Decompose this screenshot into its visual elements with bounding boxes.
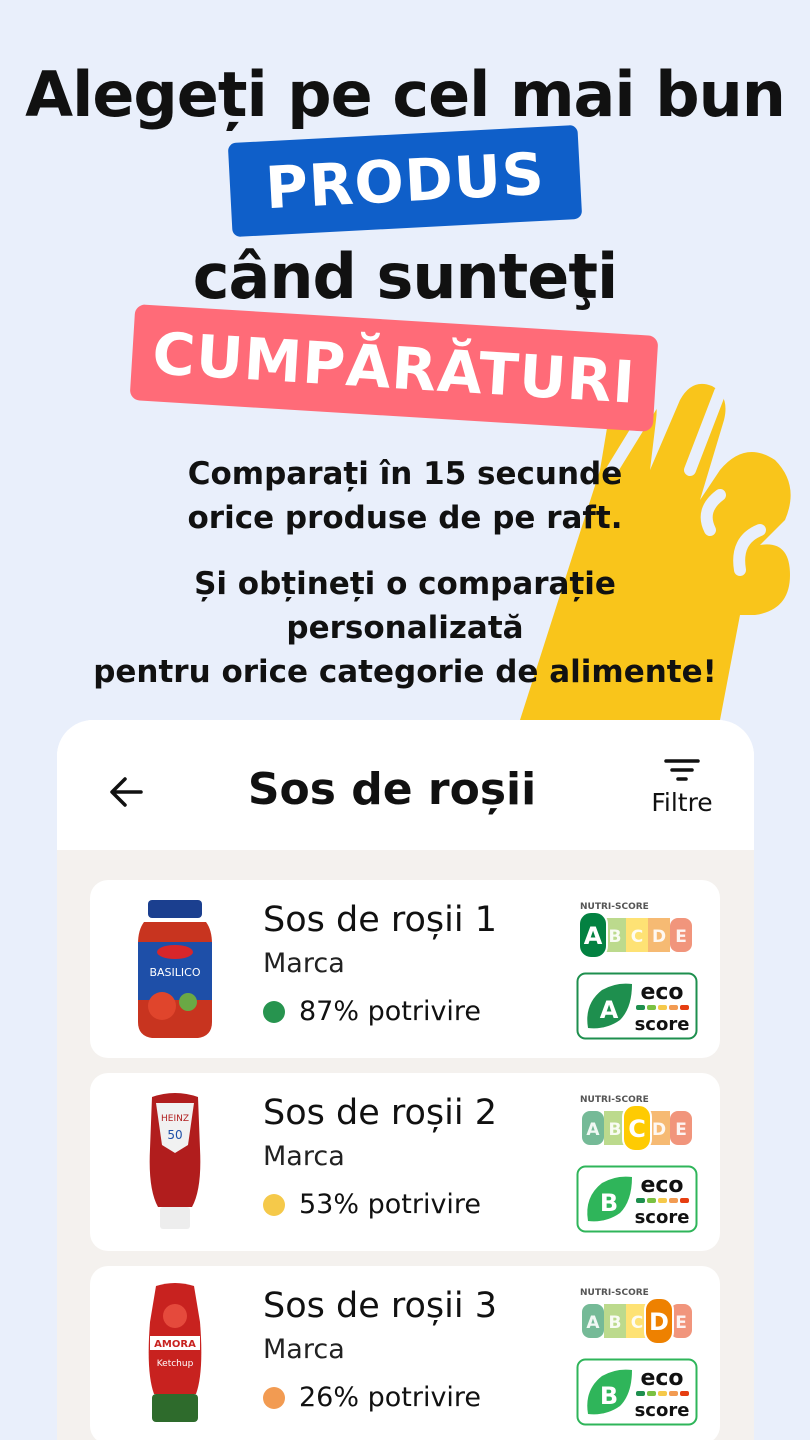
nutri-letter: D: [651, 1120, 667, 1140]
eco-bar: [658, 1005, 667, 1010]
match-text: 87% potrivire: [299, 996, 482, 1027]
subtext-line: Comparați în 15 secunde: [187, 456, 623, 492]
subtext-line: Și obțineți o comparație: [194, 566, 616, 602]
eco-bar: [647, 1005, 656, 1010]
eco-bar: [669, 1005, 678, 1010]
eco-word: eco: [640, 980, 684, 1005]
eco-bar: [680, 1005, 689, 1010]
nutri-letter: C: [628, 1115, 646, 1143]
match-dot: [263, 1194, 285, 1216]
ketchup-bottle-image: [130, 1089, 220, 1235]
eco-score-badge: [576, 1358, 698, 1426]
nutri-score-label: NUTRI-SCORE: [580, 902, 649, 912]
svg-text:Ketchup: Ketchup: [156, 1359, 194, 1369]
eco-word: eco: [640, 1366, 684, 1391]
amora-bottle-image: [130, 1282, 220, 1428]
nutri-score-badge: [578, 900, 698, 962]
subtext-line: orice produse de pe raft.: [187, 500, 623, 536]
match-text: 26% potrivire: [299, 1382, 482, 1413]
nutri-letter: C: [630, 927, 644, 947]
nutri-letter: C: [630, 1313, 644, 1333]
nutri-score-label: NUTRI-SCORE: [580, 1288, 649, 1298]
product-brand: Marca: [263, 948, 345, 979]
eco-word: score: [634, 1014, 690, 1035]
eco-bar: [647, 1198, 656, 1203]
eco-bar: [658, 1198, 667, 1203]
nutri-letter: B: [608, 1313, 622, 1333]
product-brand: Marca: [263, 1334, 345, 1365]
eco-bar: [636, 1005, 645, 1010]
product-name: Sos de roșii 2: [263, 1093, 497, 1133]
nutri-letter: B: [608, 927, 622, 947]
eco-score-badge: [576, 1165, 698, 1233]
match-text: 53% potrivire: [299, 1189, 482, 1220]
filter-label: Filtre: [651, 788, 713, 817]
eco-bar: [680, 1391, 689, 1396]
eco-word: score: [634, 1207, 690, 1228]
svg-text:BASILICO: BASILICO: [149, 966, 201, 979]
nutri-score-label: NUTRI-SCORE: [580, 1095, 649, 1105]
nutri-letter: D: [649, 1308, 669, 1336]
product-card[interactable]: [90, 1266, 720, 1440]
nutri-score-badge: [578, 1093, 698, 1155]
subtext-line: personalizată: [286, 610, 524, 646]
eco-score-badge: [576, 972, 698, 1040]
eco-letter: B: [599, 1382, 619, 1410]
sauce-jar-image: [130, 896, 220, 1042]
headline-line-2: când sunteţi: [192, 240, 618, 313]
nutri-letter: E: [675, 927, 687, 947]
app-header: [57, 720, 754, 850]
match-indicator: [263, 996, 481, 1027]
nutri-letter: A: [583, 922, 603, 950]
page-title: Sos de roșii: [247, 764, 537, 815]
nutri-letter: E: [675, 1313, 687, 1333]
svg-text:HEINZ: HEINZ: [160, 1114, 190, 1124]
nutri-letter: E: [675, 1120, 687, 1140]
match-indicator: [263, 1382, 481, 1413]
product-card[interactable]: [90, 1073, 720, 1251]
product-brand: Marca: [263, 1141, 345, 1172]
eco-word: score: [634, 1400, 690, 1421]
eco-bar: [636, 1198, 645, 1203]
eco-bar: [658, 1391, 667, 1396]
subtext-personalized: [0, 562, 810, 694]
eco-bar: [647, 1391, 656, 1396]
headline-line-1: Alegeți pe cel mai bun: [25, 58, 785, 131]
nutri-letter: B: [608, 1120, 622, 1140]
eco-bar: [636, 1391, 645, 1396]
match-dot: [263, 1001, 285, 1023]
nutri-letter: A: [586, 1313, 600, 1333]
subtext-compare: [0, 452, 810, 540]
phone-screen-card: [57, 720, 754, 1440]
match-indicator: [263, 1189, 481, 1220]
eco-word: eco: [640, 1173, 684, 1198]
nutri-score-badge: [578, 1286, 698, 1348]
nutri-letter: A: [586, 1120, 600, 1140]
eco-bar: [669, 1198, 678, 1203]
eco-letter: A: [599, 996, 619, 1024]
match-dot: [263, 1387, 285, 1409]
product-name: Sos de roșii 3: [263, 1286, 497, 1326]
highlight-produs: PRODUS: [228, 125, 582, 237]
filter-button[interactable]: [642, 756, 722, 826]
eco-letter: B: [599, 1189, 619, 1217]
product-card[interactable]: [90, 880, 720, 1058]
filter-lines-icon: [664, 756, 700, 784]
highlight-cumparaturi: CUMPĂRĂTURI: [130, 304, 659, 432]
product-name: Sos de roșii 1: [263, 900, 497, 940]
subtext-line: pentru orice categorie de alimente!: [93, 654, 717, 690]
nutri-letter: D: [651, 927, 667, 947]
eco-bar: [669, 1391, 678, 1396]
svg-text:50: 50: [167, 1128, 183, 1142]
eco-bar: [680, 1198, 689, 1203]
svg-text:AMORA: AMORA: [154, 1339, 196, 1350]
